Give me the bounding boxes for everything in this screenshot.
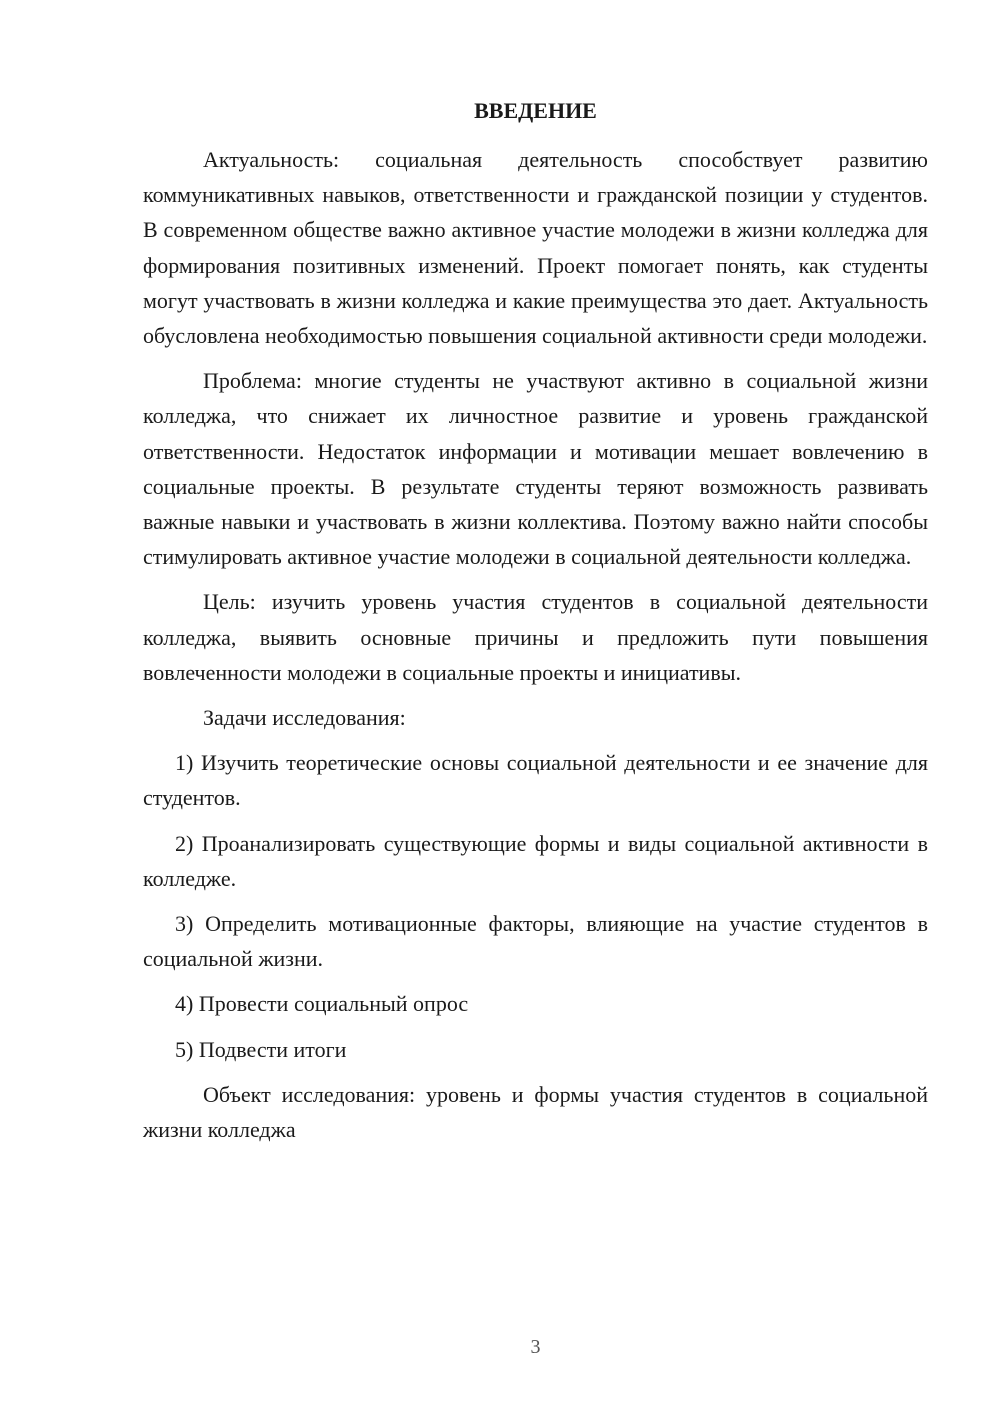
task-item-4: 4) Провести социальный опрос — [175, 991, 469, 1017]
document-body — [143, 142, 928, 1157]
task-item-3: 3) Определить мотивационные факторы, влияющие на участие студентов в социальной жизни. — [143, 911, 928, 972]
task-item-1: 1) Изучить теоретические основы социальной деятельности и ее значение для студентов. — [143, 750, 928, 811]
task-item-2: 2) Проанализировать существующие формы и виды социальной активности в колледже. — [143, 830, 928, 891]
paragraph-research-object: Объект исследования: уровень и формы участия студентов в социальной жизни колледжа — [143, 1081, 928, 1143]
page-title: ВВЕДЕНИЕ — [474, 98, 597, 123]
document-page — [143, 0, 928, 1414]
paragraph-goal: Цель: изучить уровень участия студентов в социальной деятельности колледжа, выявить основные причины и предложить пути повышения вовлеченности молодежи в социальные проекты и инициативы. — [143, 589, 928, 685]
page-number: 3 — [530, 1336, 541, 1358]
task-item-5: 5) Подвести итоги — [175, 1036, 347, 1062]
paragraph-relevance: Актуальность: социальная деятельность способствует развитию коммуникативных навыков, ответственности и гражданской позиции у студентов. В современном обществе важно активное участие молодежи в жизни колледжа для формирования позитивных изменений. Проект помогает понять, как студенты могут участвовать в жизни колледжа и какие преимущества это дает. Актуальность обусловлена необходимостью повышения социальной активности среди молодежи. — [143, 147, 928, 349]
paragraph-problem: Проблема: многие студенты не участвуют активно в социальной жизни колледжа, что снижает их личностное развитие и уровень гражданской ответственности. Недостаток информации и мотивации мешает вовлечению в социальные проекты. В результате студенты теряют возможность развивать важные навыки и участвовать в жизни коллектива. Поэтому важно найти способы стимулировать активное участие молодежи в социальной деятельности колледжа. — [143, 368, 928, 570]
paragraph-tasks-heading: Задачи исследования: — [203, 705, 406, 731]
